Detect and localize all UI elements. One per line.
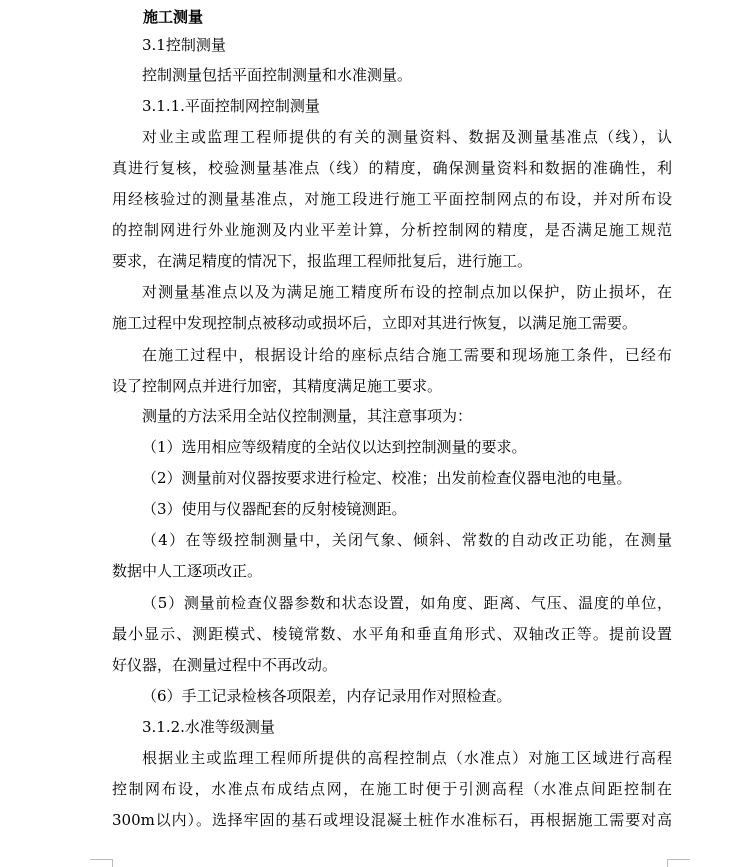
heading-3-1: 3.1控制测量: [142, 36, 226, 54]
heading-3-1-2: 3.1.2.水准等级测量: [142, 718, 275, 736]
list-item-4-cont: 数据中人工逐项改正。: [112, 562, 263, 580]
list-item-3: （3）使用与仪器配套的反射棱镜测距。: [142, 500, 407, 518]
paragraph-line: 测量的方法采用全站仪控制测量，其注意事项为：: [142, 407, 473, 425]
paragraph-line: 施工过程中发现控制点被移动或损坏后，立即对其进行恢复，以满足施工需要。: [112, 314, 638, 332]
heading-3-1-1: 3.1.1.平面控制网控制测量: [142, 97, 320, 115]
list-item-4: （4）在等级控制测量中，关闭气象、倾斜、常数的自动改正功能，在测量: [142, 531, 672, 549]
list-item-1: （1）选用相应等级精度的全站仪以达到控制测量的要求。: [142, 438, 527, 456]
list-item-5-cont: 最小显示、测距模式、棱镜常数、水平角和垂直角形式、双轴改正等。提前设置: [112, 625, 672, 643]
paragraph-line: 控制网布设，水准点布成结点网，在施工时便于引测高程（水准点间距控制在: [112, 780, 672, 798]
section-title: 施工测量: [143, 8, 204, 26]
paragraph-line: 要求，在满足精度的情况下，报监理工程师批复后，进行施工。: [112, 252, 533, 270]
paragraph-line: 在施工过程中，根据设计给的座标点结合施工需要和现场施工条件，已经布: [142, 346, 672, 364]
list-item-6: （6）手工记录检核各项限差，内存记录用作对照检查。: [142, 687, 512, 705]
paragraph-line: 对测量基准点以及为满足施工精度所布设的控制点加以保护，防止损坏，在: [142, 283, 672, 301]
paragraph-line: 用经核验过的测量基准点，对施工段进行施工平面控制网点的布设，并对所布设: [112, 190, 672, 208]
list-item-2: （2）测量前对仪器按要求进行检定、校准；出发前检查仪器电池的电量。: [142, 469, 632, 487]
paragraph-line: 300m以内）。选择牢固的基石或埋设混凝土桩作水准标石，再根据施工需要对高: [112, 811, 672, 829]
paragraph-intro: 控制测量包括平面控制测量和水准测量。: [142, 66, 413, 84]
paragraph-line: 根据业主或监理工程师所提供的高程控制点（水准点）对施工区域进行高程: [142, 749, 672, 767]
paragraph-line: 的控制网进行外业施测及内业平差计算，分析控制网的精度，是否满足施工规范: [112, 221, 672, 239]
list-item-5: （5）测量前检查仪器参数和状态设置，如角度、距离、气压、温度的单位，: [142, 594, 672, 612]
list-item-5-cont: 好仪器，在测量过程中不再改动。: [112, 656, 338, 674]
paragraph-line: 设了控制网点并进行加密，其精度满足施工要求。: [112, 377, 443, 395]
paragraph-line: 真进行复核，校验测量基准点（线）的精度，确保测量资料和数据的准确性，利: [112, 159, 672, 177]
paragraph-line: 对业主或监理工程师提供的有关的测量资料、数据及测量基准点（线），认: [142, 128, 672, 146]
